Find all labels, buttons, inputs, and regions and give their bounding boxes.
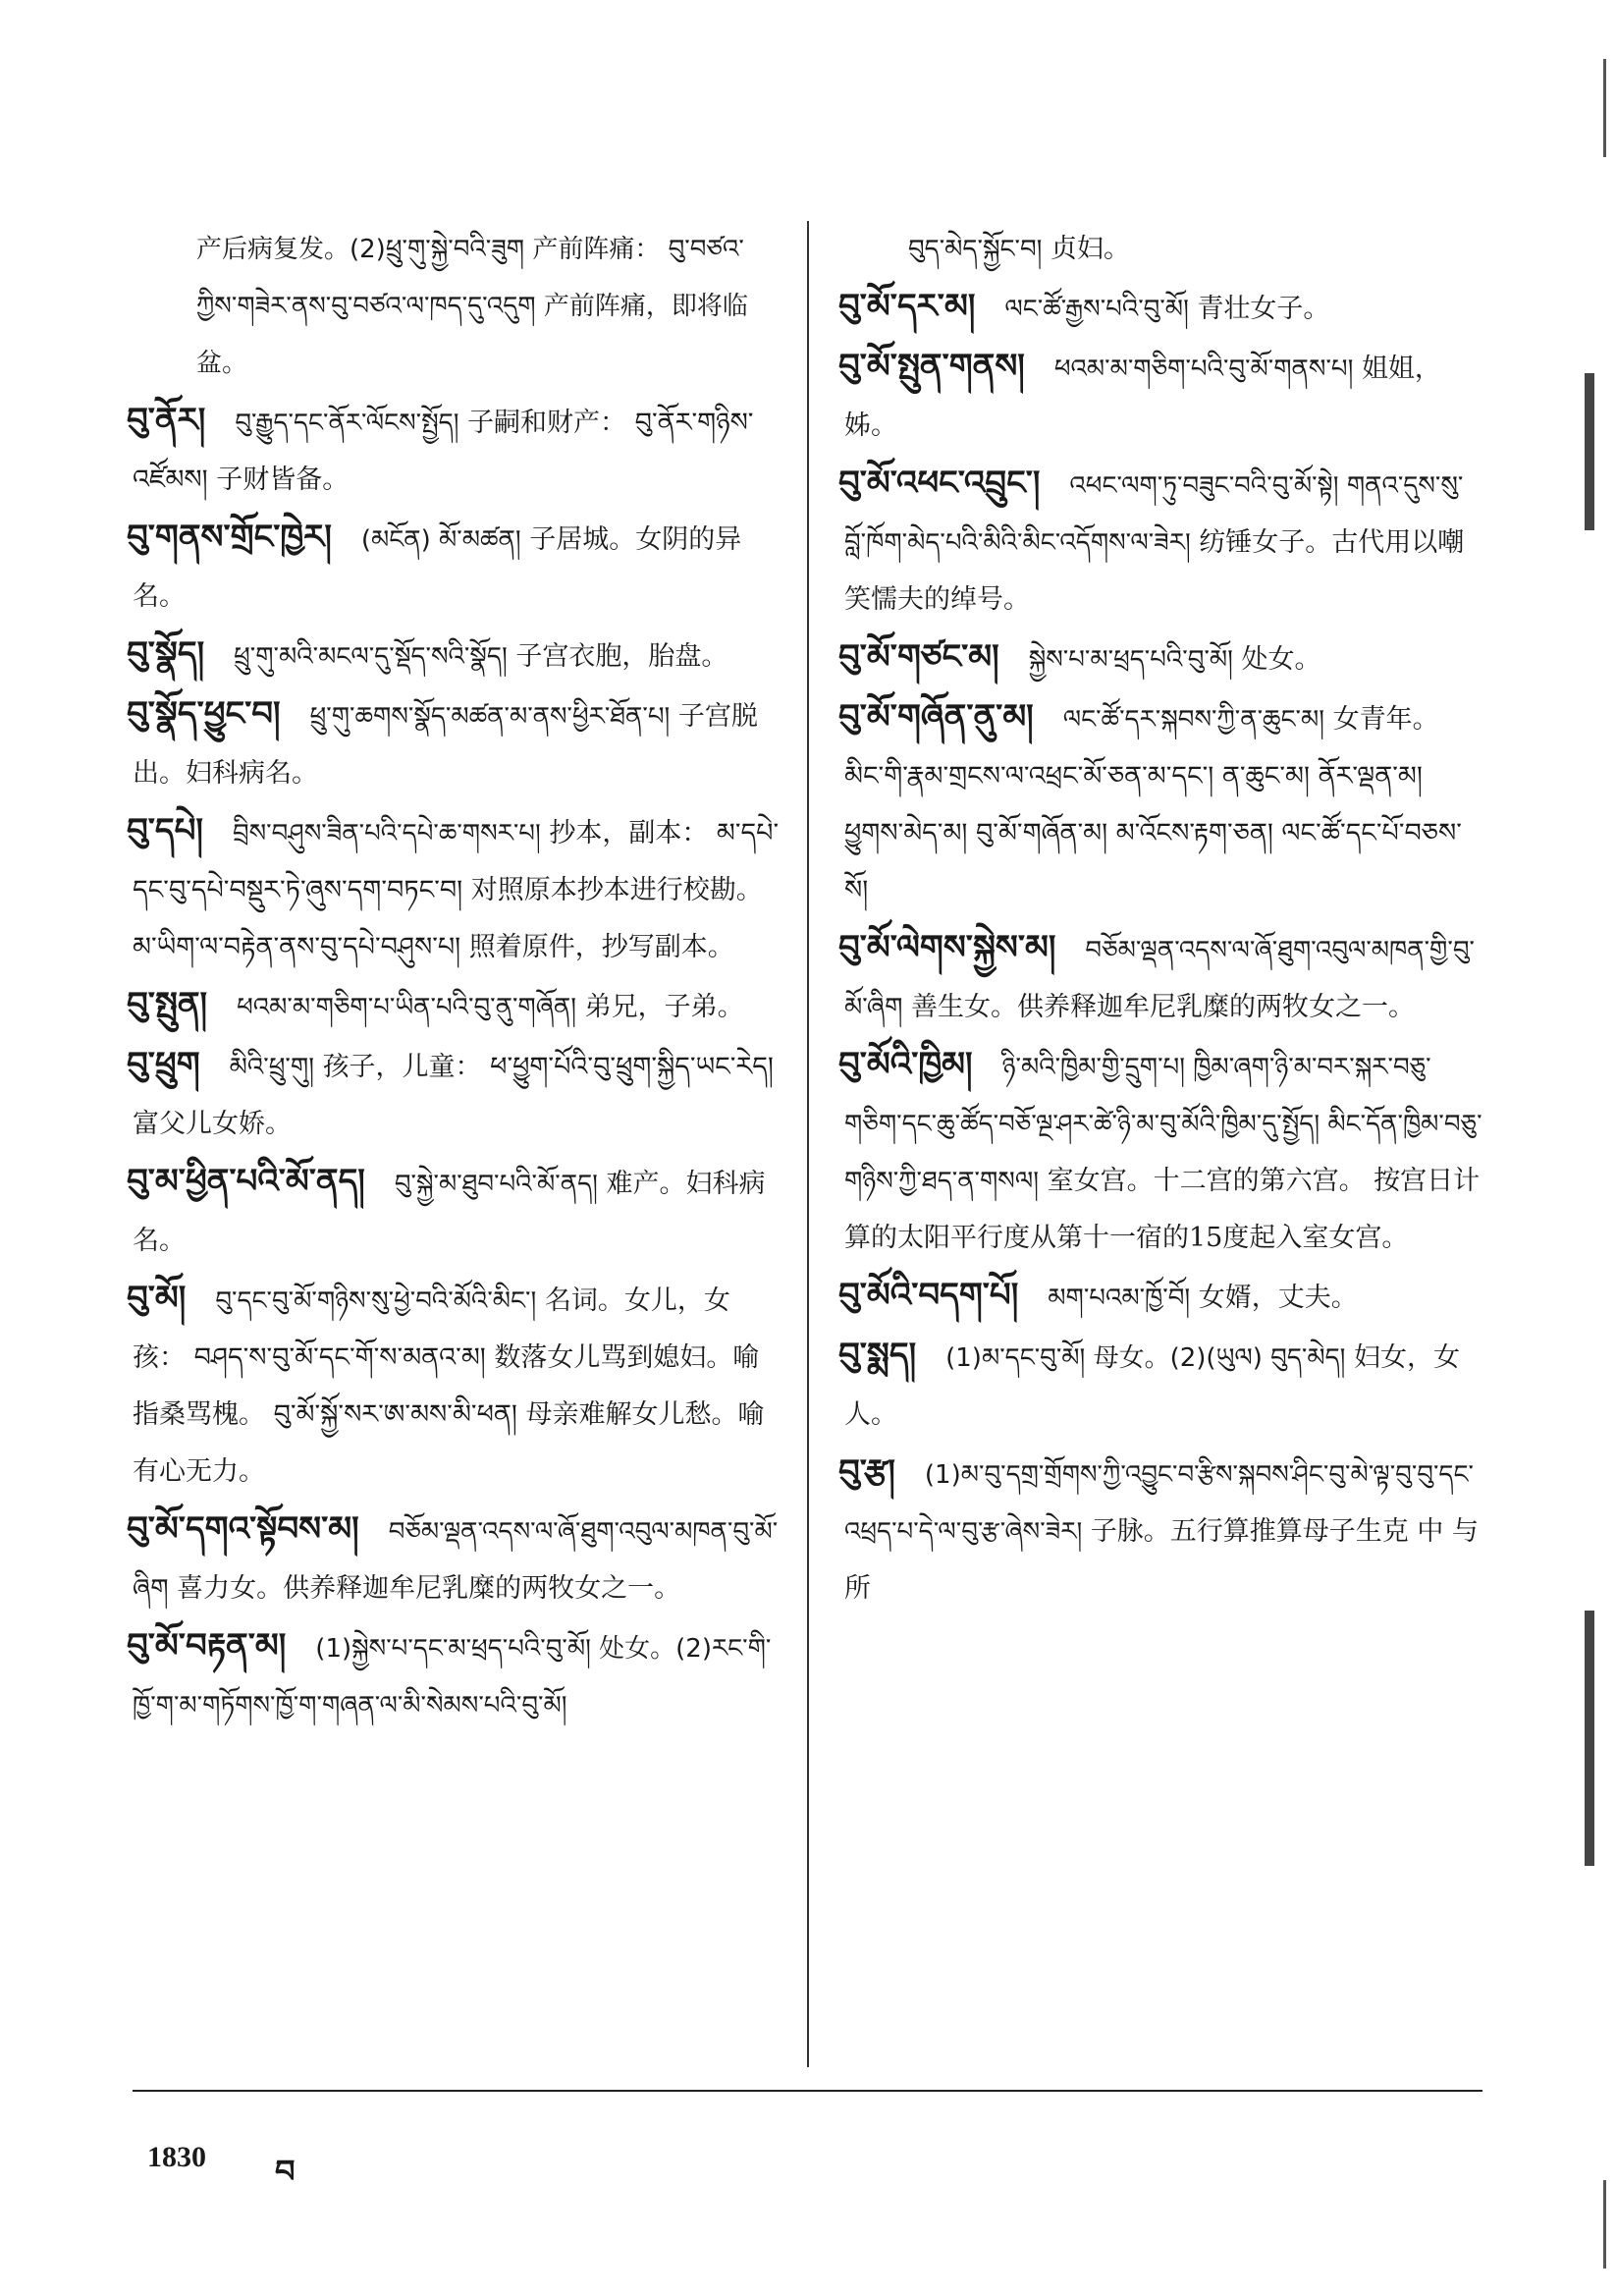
scan-edge-mark [1585,373,1594,530]
entry-headword: བུ་མ་ཕྱིན་པའི་མོ་ནད། [127,1162,365,1201]
entry-headword: བུ་སྨད། [838,1336,917,1375]
entry-headword: བུ་མོའི་བདག་པོ། [838,1276,1019,1315]
entry-definition-tibetan: ལང་ཚོ་དར་སྐབས་ཀྱི་ན་ཆུང་མ། [1062,705,1325,735]
dictionary-entry [838,455,1482,629]
entry-definition-chinese: 女婿，丈夫。 [1198,1283,1358,1313]
entry-definition-chinese: 姐姐，姊。 [844,354,1441,441]
entry-headword: བུ་མོ་དར་མ། [838,287,976,326]
entry-definition-tibetan: བུ་སྐྱེ་མ་ཐུབ་པའི་མོ་ནད། [394,1170,598,1199]
scan-edge-mark [1603,2180,1606,2269]
dictionary-entry [127,626,781,685]
page-number: 1830 [147,2141,206,2173]
entry-definition-tibetan: བཅོམ་ལྡན་འདས་ལ་ཞོ་ཐུག་འབུལ་མཁན་གྱི་བུ་མོ་ཞིག [844,936,1475,1022]
entry-definition-chinese: 子嗣和财产： བུ་ནོར་གཉིས་འཛོམས། 子财皆备。 [133,408,754,495]
dictionary-entry: 产后病复发。(2)ཕྲུ་གུ་སྐྱེ་བའི་ཟུག 产前阵痛： བུ་བཙའ་ཀྱིས་གཟེར་ནས་བུ་བཙའ་ལ་ཁད་དུ་འདུག 产前阵痛，即将临盆。 [196,235,748,378]
entry-definition-chinese: 难产。妇科病名。 [133,1169,766,1256]
entry-definition-chinese: 青壮女子。 [1197,294,1330,324]
entry-definition-chinese: 喜力女。供养释迦牟尼乳糜的两牧女之一。 [177,1573,681,1604]
dictionary-entry [838,1267,1482,1327]
scan-edge-mark [1603,59,1606,157]
entry-headword: བུ་མོ་བརྟན་མ། [127,1626,287,1666]
entry-definition-tibetan: ཕྲུ་གུ་མའི་མངལ་དུ་སྡོད་སའི་སྣོད། [234,642,508,672]
entry-headword: བུ་མོ། [127,1279,187,1318]
running-letter: བ [275,2153,296,2190]
entry-definition-tibetan: ཕའམ་མ་གཅིག་པའི་བུ་མོ་གནས་པ། [1053,355,1354,384]
entry-definition-chinese: 善生女。供养释迦牟尼乳糜的两牧女之一。 [911,992,1416,1022]
entry-definition-chinese: 抄本，副本： མ་དཔེ་དང་བུ་དཔེ་བསྡུར་ཏེ་ཞུས་དག་བཏང་བ། 对照原本抄本进行校勘。 མ་ཡིག་ལ་བརྟེན་ནས་བུ་དཔེ་བཤུས་པ། 照着原件，抄写副本。 [133,818,780,962]
entry-definition-tibetan: (1)མ་དང་བུ་མོ། 母女。(2)(ཡུལ) བུད་མེད། [945,1343,1346,1373]
entry-definition-tibetan: ལང་ཚོ་རྒྱས་པའི་བུ་མོ། [1004,295,1189,324]
entry-definition-chinese: 子居城。女阴的异名。 [133,524,742,612]
entry-headword: བུ་མོའི་ཁྱིམ། [838,1045,973,1084]
entry-definition-chinese: 名词。女儿，女孩： བཤད་ས་བུ་མོ་དང་གོ་ས་མནའ་མ། 数落女儿骂到媳妇。喻指桑骂槐。 བུ་མོ་སྐྱོ་སར་ཨ་མས་མི་ཕན། 母亲难解女儿愁。喻有心无力。 [133,1285,765,1487]
dictionary-entry [127,1036,781,1153]
entry-definition-tibetan: (1)མ་བུ་དགྲ་གྲོགས་ཀྱི་འབྱུང་བ་རྩིས་སྐབས་ཤིང་བུ་མེ་ལྟ་བུ་བུ་དང་འཕྲད་པ་དེ་ལ་བུ་རྩ་ཞེས་ཟེར། [844,1460,1474,1547]
dictionary-entry [838,688,1482,919]
entry-definition-tibetan: ཉི་མའི་ཁྱིམ་གྱི་དྲུག་པ། ཁྱིམ་ཞག་ཉི་མ་བར་སྐར་བཅུ་གཅིག་དང་ཆུ་ཚོད་བཅོ་ལྔ་ཤར་ཚེ་ཉི་མ་བུ་མོའི་ཁྱིམ་དུ་སྤྱོད། མིང་དོན་ཁྱིམ་བཅུ་གཉིས་ཀྱི་ཐད་ན་གསལ། [844,1053,1482,1196]
column-divider [807,221,809,2067]
entry-headword: བུ་གནས་གྲོང་ཁྱེར། [127,518,332,557]
dictionary-entry [127,1270,781,1501]
entry-definition-tibetan: སྐྱེས་པ་མ་ཕྲད་པའི་བུ་མོ། [1028,645,1233,675]
entry-definition-tibetan: བུད་མེད་སྐྱོང་བ། [908,235,1043,264]
entry-headword: བུ་སྤུན། [127,985,208,1024]
entry-definition-tibetan: (1)སྐྱེས་པ་དང་མ་ཕྲད་པའི་བུ་མོ། 处女。(2)རང་གི་ཁྱོ་ག་མ་གཏོགས་ཁྱོ་ག་གཞན་ལ་མི་སེམས་པའི་བུ་མོ། [133,1634,772,1721]
dictionary-entry [127,685,781,802]
entry-definition-chinese: 子宫脱出。妇科病名。 [133,701,758,789]
right-column [838,221,1482,1617]
entry-definition-tibetan: བྲིས་བཤུས་ཟིན་པའི་དཔེ་ཆ་གསར་པ། [232,819,541,848]
dictionary-entry [844,221,1482,278]
dictionary-entry [127,1617,781,1734]
entry-definition-tibetan: ཕྲུ་གུ་ཆགས་སྣོད་མཚན་མ་ནས་ཕྱིར་ཐོན་པ། [309,702,671,732]
dictionary-entry [127,1153,781,1270]
entry-definition-tibetan: མག་པའམ་ཁྱོ་བོ། [1048,1284,1191,1313]
entry-definition-chinese: 贞妇。 [1050,234,1130,264]
entry-definition-chinese: 子宫衣胞，胎盘。 [515,641,728,672]
entry-headword: བུ་མོ་གཞོན་ནུ་མ། [838,697,1034,737]
entry-definition-chinese: 孩子，儿童： ཕ་ཕྱུག་པོའི་བུ་ཕྲུག་སྐྱིད་ཡང་རེད། 富父儿女娇。 [133,1052,774,1139]
dictionary-entry [127,976,781,1036]
entry-headword: བུ་མོ་ལེགས་སྐྱེས་མ། [838,928,1056,967]
scan-edge-mark [1585,1611,1594,1866]
dictionary-entry [838,1327,1482,1444]
entry-definition-tibetan: ཕའམ་མ་གཅིག་པ་ཡིན་པའི་བུ་ནུ་གཞོན། [237,993,577,1022]
entry-headword: བུ་ཕྲུག [127,1045,200,1084]
entry-definition-chinese: 弟兄，子弟。 [584,992,744,1022]
entry-headword: བུ་དཔེ། [127,811,203,850]
entry-definition-tibetan: བུ་རྒྱུད་དང་ནོར་ལོངས་སྤྱོད། [235,409,459,438]
entry-headword: བུ་མོ་དགའ་སྟོབས་མ། [127,1509,359,1549]
entry-definition-tibetan: (མངོན) མོ་མཚན། [360,525,521,555]
dictionary-entry [838,1036,1482,1267]
entry-definition-tibetan: འཕང་ལག་ཏུ་བཟུང་བའི་བུ་མོ་སྟེ། གནའ་དུས་སུ་བློ་ཁོག་མེད་པའི་མིའི་མིང་འདོགས་ལ་ཟེར། [844,471,1464,558]
entry-definition-chinese: 室女宫。十二宫的第六宫。 按宫日计算的太阳平行度从第十一宿的15度起入室女宫。 [844,1166,1481,1253]
left-column [127,221,781,1734]
dictionary-entry [127,1501,781,1617]
dictionary-entry [127,392,781,509]
dictionary-entry [838,278,1482,338]
entry-definition-chinese: 子脉。五行算推算母子生克 中 与所 [844,1516,1479,1604]
footer-rule [133,2090,1482,2092]
entry-headword: བུ་སྣོད། [127,634,205,674]
entry-definition-tibetan: བུ་དང་བུ་མོ་གཉིས་སུ་ཕྱེ་བའི་མོའི་མིང་། [215,1286,537,1316]
entry-headword: བུ་ནོར། [127,401,206,440]
entry-definition-chinese: 处女。 [1241,644,1321,675]
entry-headword: བུ་རྩ། [838,1452,895,1492]
dictionary-entry [838,629,1482,688]
entry-definition-chinese: 妇女，女人。 [844,1342,1461,1430]
entry-definition-tibetan: བཅོམ་ལྡན་འདས་ལ་ཞོ་ཐུག་འབུལ་མཁན་བུ་མོ་ཞིག [133,1517,779,1604]
entry-headword: བུ་མོ་སྤུན་གནས། [838,347,1025,386]
entry-headword: བུ་མོ་འཕང་འབྲུང་། [838,464,1041,503]
dictionary-entry [838,338,1482,455]
entry-headword: བུ་སྣོད་ཕྱུང་བ། [127,694,281,734]
dictionary-entry [127,509,781,626]
entry-definition-chinese: 纺锤女子。古代用以嘲笑懦夫的绰号。 [844,527,1465,615]
entry-definition-chinese: 女青年。 མིང་གི་རྣམ་གྲངས་ལ་འཕྲང་མོ་ཅན་མ་དང་། ན་ཆུང་མ། ནོར་ལྡན་མ། ཕྱུགས་མེད་མ། བུ་མོ་གཞོན་མ། མ་འོངས་རྟག་ཅན། ལང་ཚོ་དང་པོ་བཅས་སོ། [844,704,1462,905]
dictionary-entry [127,802,781,976]
entry-headword: བུ་མོ་གཙང་མ། [838,637,999,677]
entry-definition-tibetan: མིའི་ཕྲུ་གུ། [229,1053,314,1082]
dictionary-entry [838,1444,1482,1617]
dictionary-entry [838,919,1482,1036]
